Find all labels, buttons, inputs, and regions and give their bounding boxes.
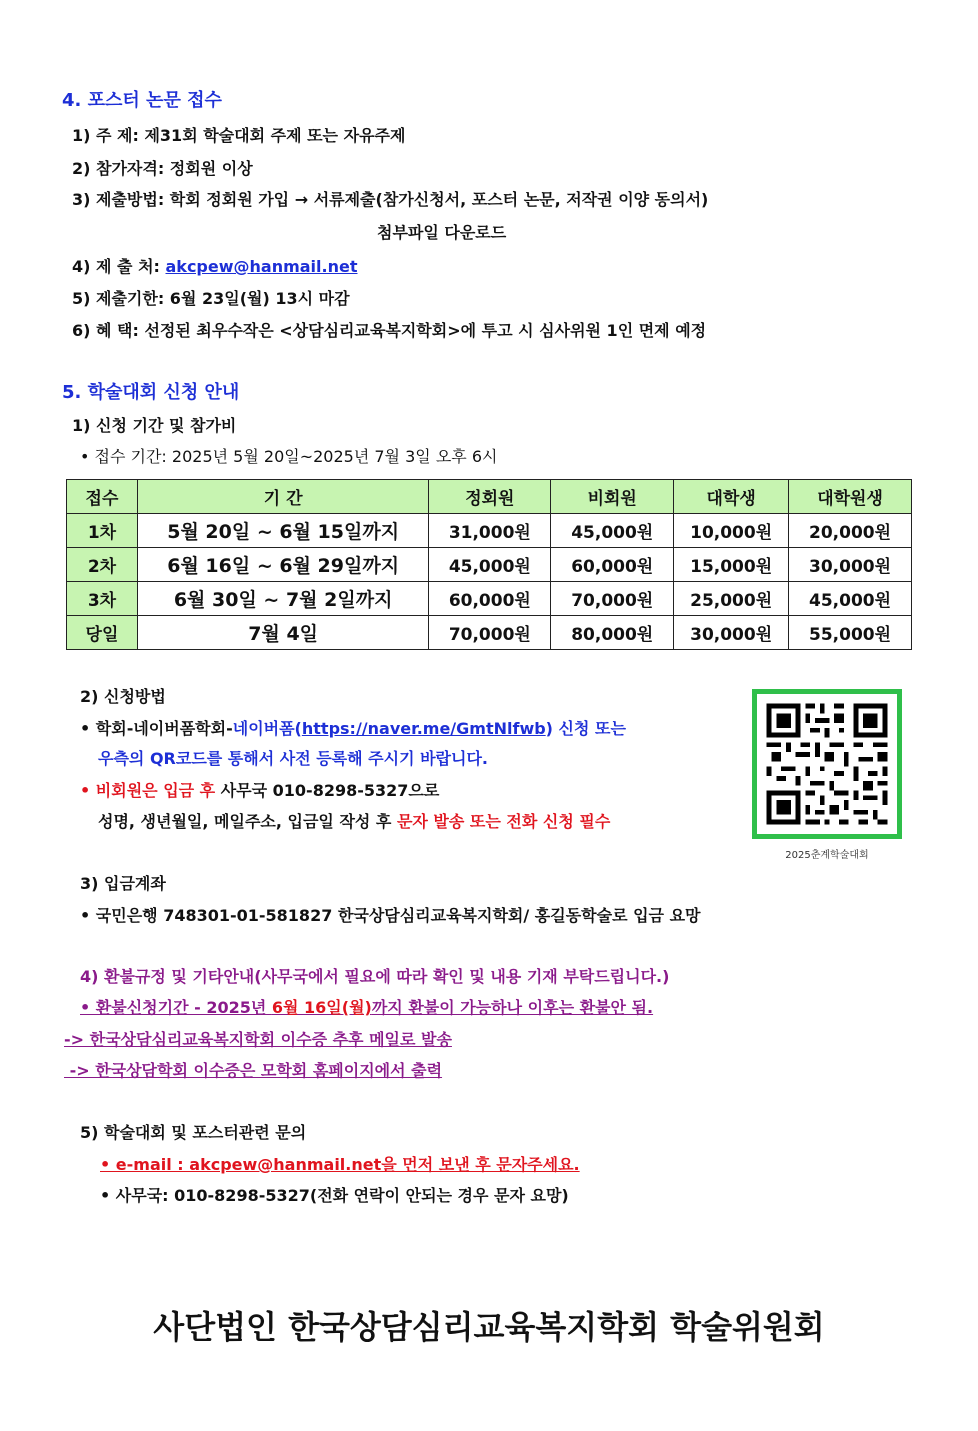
header-round: 접수 [67, 480, 138, 514]
nonmember-payment-note: • 비회원은 입금 후 [80, 781, 216, 800]
refund-deadline: 6월 16일(월) [271, 998, 372, 1017]
attachment-download[interactable]: 첨부파일 다운로드 [377, 223, 507, 242]
round-cell: 당일 [67, 616, 138, 650]
fee-cell: 31,000원 [429, 514, 551, 548]
round-cell: 1차 [67, 514, 138, 548]
fee-cell: 45,000원 [789, 582, 912, 616]
registration-qr-code[interactable] [752, 689, 902, 839]
refund-policy-c: 까지 환불이 가능하나 이후는 환불안 됨. [371, 998, 654, 1017]
fee-cell: 25,000원 [674, 582, 789, 616]
section4-item-deadline: 5) 제출기한: 6월 23일(월) 13시 마감 [72, 289, 350, 308]
round-cell: 2차 [67, 548, 138, 582]
fee-cell: 30,000원 [789, 548, 912, 582]
fee-cell: 60,000원 [429, 582, 551, 616]
period-cell: 7월 4일 [137, 616, 429, 650]
table-row [67, 548, 912, 582]
section4-item-topic: 1) 주 제: 제31회 학술대회 주제 또는 자유주제 [72, 126, 406, 145]
bank-account: • 국민은행 748301-01-581827 한국상담심리교육복지학회/ 홍길동학술로 입금 요망 [80, 906, 701, 925]
method-naver-form [80, 718, 626, 740]
nonmember-office-phone: 사무국 010-8298-5327으로 [215, 781, 440, 800]
registration-period: • 접수 기간: 2025년 5월 20일~2025년 7월 3일 오후 6시 [80, 447, 498, 466]
certificate-note-1: -> 한국상담심리교육복지학회 이수증 추후 메일로 발송 [64, 1030, 452, 1049]
table-row [67, 582, 912, 616]
submit-to-label: 4) 제 출 처: [72, 257, 166, 276]
refund-policy [80, 997, 653, 1019]
method-naver-prefix: • 학회-네이버폼학회- [80, 719, 233, 738]
certificate-note-2: -> 한국상담학회 이수증은 모학회 홈페이지에서 출력 [64, 1061, 443, 1080]
inquiry-email[interactable]: • e-mail : akcpew@hanmail.net을 먼저 보낸 후 문자주세요. [100, 1155, 580, 1174]
section4-item-method: 3) 제출방법: 학회 정회원 가입 → 서류제출(참가신청서, 포스터 논문, 저작권 이양 동의서) [72, 190, 709, 209]
header-grad: 대학원생 [789, 480, 912, 514]
round-cell: 3차 [67, 582, 138, 616]
method-nonmember-detail [98, 811, 610, 833]
fee-subtitle: 1) 신청 기간 및 참가비 [72, 416, 237, 435]
period-cell: 5월 20일 ~ 6월 15일까지 [137, 514, 429, 548]
inquiry-subtitle: 5) 학술대회 및 포스터관련 문의 [80, 1123, 307, 1142]
method-nonmember [80, 780, 439, 802]
method-subtitle: 2) 신청방법 [80, 687, 166, 706]
organization-footer: 사단법인 한국상담심리교육복지학회 학술위원회 [153, 1308, 825, 1346]
header-member: 정회원 [429, 480, 551, 514]
method-naver-suffix: ) 신청 또는 [545, 719, 626, 738]
refund-subtitle: 4) 환불규정 및 기타안내(사무국에서 필요에 따라 확인 및 내용 기재 부탁드립니다.) [80, 967, 670, 986]
fee-cell: 60,000원 [551, 548, 674, 582]
fee-cell: 15,000원 [674, 548, 789, 582]
submit-email-link[interactable]: akcpew@hanmail.net [165, 257, 358, 276]
period-cell: 6월 16일 ~ 6월 29일까지 [137, 548, 429, 582]
header-nonmember: 비회원 [551, 480, 674, 514]
fee-cell: 45,000원 [429, 548, 551, 582]
table-row [67, 514, 912, 548]
section4-item-benefit: 6) 혜 택: 선정된 최우수작은 <상담심리교육복지학회>에 투고 시 심사위원 1인 면제 예정 [72, 321, 707, 340]
fee-table [66, 479, 912, 650]
section5-title: 5. 학술대회 신청 안내 [62, 382, 240, 403]
fee-cell: 70,000원 [429, 616, 551, 650]
naver-form-link[interactable]: https://naver.me/GmtNlfwb [301, 719, 546, 738]
fee-cell: 20,000원 [789, 514, 912, 548]
method-naver-label: 네이버폼( [232, 719, 302, 738]
nonmember-required-note: 문자 발송 또는 전화 신청 필수 [396, 812, 611, 831]
fee-cell: 55,000원 [789, 616, 912, 650]
period-cell: 6월 30일 ~ 7월 2일까지 [137, 582, 429, 616]
fee-cell: 80,000원 [551, 616, 674, 650]
qr-code-icon [757, 694, 897, 834]
section4-item-eligibility: 2) 참가자격: 정회원 이상 [72, 159, 253, 178]
account-subtitle: 3) 입금계좌 [80, 874, 166, 893]
section4-title: 4. 포스터 논문 접수 [62, 90, 222, 111]
header-undergrad: 대학생 [674, 480, 789, 514]
inquiry-office-phone: • 사무국: 010-8298-5327(전화 연락이 안되는 경우 문자 요망) [100, 1186, 569, 1205]
refund-policy-a: • 환불신청기간 - 2025년 [80, 998, 272, 1017]
table-row [67, 616, 912, 650]
fee-cell: 70,000원 [551, 582, 674, 616]
section4-item-submit-to [72, 256, 358, 278]
fee-cell: 45,000원 [551, 514, 674, 548]
nonmember-detail-text: 성명, 생년월일, 메일주소, 입금일 작성 후 [98, 812, 397, 831]
fee-table-header [67, 480, 912, 514]
method-qr-note: 우측의 QR코드를 통해서 사전 등록해 주시기 바랍니다. [98, 749, 488, 768]
fee-cell: 30,000원 [674, 616, 789, 650]
header-period: 기 간 [137, 480, 429, 514]
fee-cell: 10,000원 [674, 514, 789, 548]
qr-caption: 2025춘계학술대회 [785, 850, 869, 861]
